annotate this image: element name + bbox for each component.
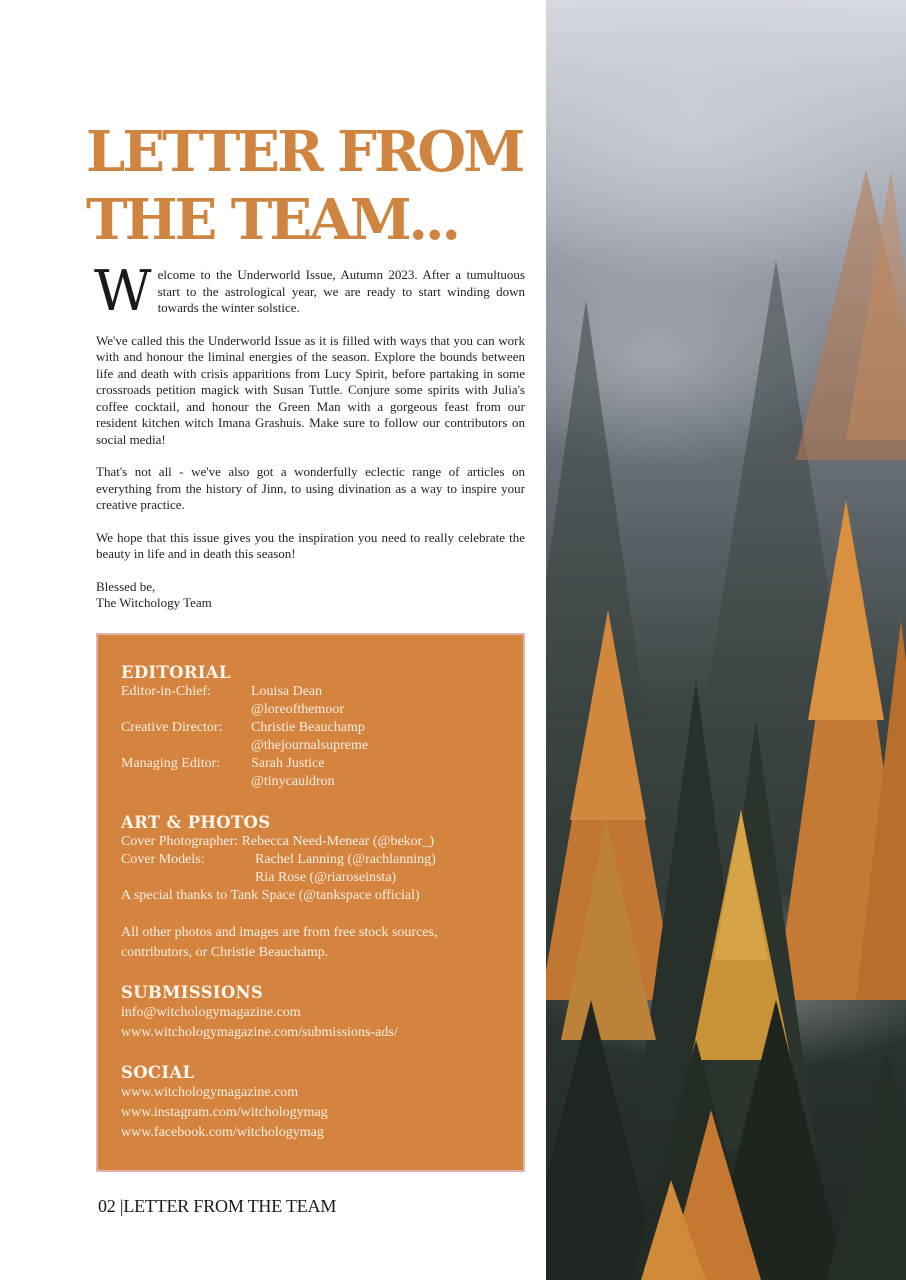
intro-text: elcome to the Underworld Issue, Autumn 2023. After a tumultuous start to the astrological year, we are ready to start winding down towards the winter solstice.: [157, 267, 525, 315]
credit-row: [121, 755, 501, 773]
letter-paragraph-4: We hope that this issue gives you the inspiration you need to really celebrate the beauty in life and in death this season!: [96, 529, 525, 561]
letter-paragraph-2: We've called this the Underworld Issue as it is filled with ways that you can work with and honour the liminal energies of the season. Explore the bounds between life and death with crisis apparitions from Lucy Spirit, before partaking in some crossroads petition magick with Susan Tuttle. Conjure some spirits with Julia's coffee cocktail, and honour the Green Man with a gorgeous feast from our resident kitchen witch Imana Grashuis. Make sure to follow our contributors on social media!: [96, 332, 525, 447]
page-number: 02: [98, 1196, 116, 1216]
credit-handle: @tinycauldron: [251, 774, 335, 789]
page-footer: [98, 1196, 336, 1217]
section-label: |LETTER FROM THE TEAM: [119, 1196, 337, 1216]
credit-role: Creative Director:: [121, 720, 223, 735]
credit-name: Louisa Dean: [251, 684, 323, 699]
credit-role: Managing Editor:: [121, 756, 221, 771]
credit-name: Christie Beauchamp: [251, 720, 365, 735]
social-heading: SOCIAL: [121, 1063, 195, 1082]
website-link[interactable]: www.witchologymagazine.com: [121, 1085, 299, 1100]
credits-box: [96, 633, 525, 1172]
submissions-heading: SUBMISSIONS: [121, 983, 264, 1002]
submissions-url-link[interactable]: www.witchologymagazine.com/submissions-ads/: [121, 1025, 398, 1040]
letter-body: [94, 259, 525, 628]
cover-photographer: Cover Photographer: Rebecca Need-Menear (@bekor_): [121, 834, 434, 849]
submissions-section: [121, 983, 501, 1043]
art-photos-section: [121, 813, 501, 963]
intro-paragraph: [94, 259, 525, 324]
credit-handle: @loreofthemoor: [251, 702, 344, 717]
facebook-link[interactable]: www.facebook.com/witchologymag: [121, 1125, 324, 1140]
signoff-greeting: Blessed be,: [96, 578, 156, 594]
letter-paragraph-3: That's not all - we've also got a wonderfully eclectic range of articles on everything from the history of Jinn, to using divination as a way to inspire your creative practice.: [96, 464, 525, 512]
credit-role: Editor-in-Chief:: [121, 684, 211, 699]
cover-model-2: Ria Rose (@riaroseinsta): [255, 870, 397, 885]
instagram-link[interactable]: www.instagram.com/witchologymag: [121, 1105, 328, 1120]
signoff-signature: The Witchology Team: [96, 595, 212, 610]
credit-row: [121, 683, 501, 701]
autumn-forest-photo: [546, 0, 906, 1280]
credit-handle: @thejournalsupreme: [251, 738, 369, 753]
title-line-2: THE TEAM...: [86, 187, 459, 253]
page-title: [86, 118, 526, 254]
editorial-heading: EDITORIAL: [121, 663, 231, 682]
cover-models-label: Cover Models:: [121, 852, 205, 867]
title-line-1: LETTER FROM: [86, 119, 523, 185]
drop-cap: W: [94, 259, 152, 324]
art-photos-heading: ART & PHOTOS: [121, 813, 271, 832]
credit-row: [121, 719, 501, 737]
submissions-email-link[interactable]: info@witchologymagazine.com: [121, 1005, 301, 1020]
signoff: [96, 579, 525, 612]
cover-models-row: [121, 851, 501, 869]
stock-photo-note: All other photos and images are from free stock sources, contributors, or Christie Beauchamp.: [121, 925, 438, 960]
credit-name: Sarah Justice: [251, 756, 325, 771]
cover-model-1: Rachel Lanning (@rachlanning): [255, 852, 436, 867]
social-section: [121, 1063, 501, 1143]
editorial-section: [121, 663, 501, 791]
special-thanks: A special thanks to Tank Space (@tankspace official): [121, 888, 420, 903]
